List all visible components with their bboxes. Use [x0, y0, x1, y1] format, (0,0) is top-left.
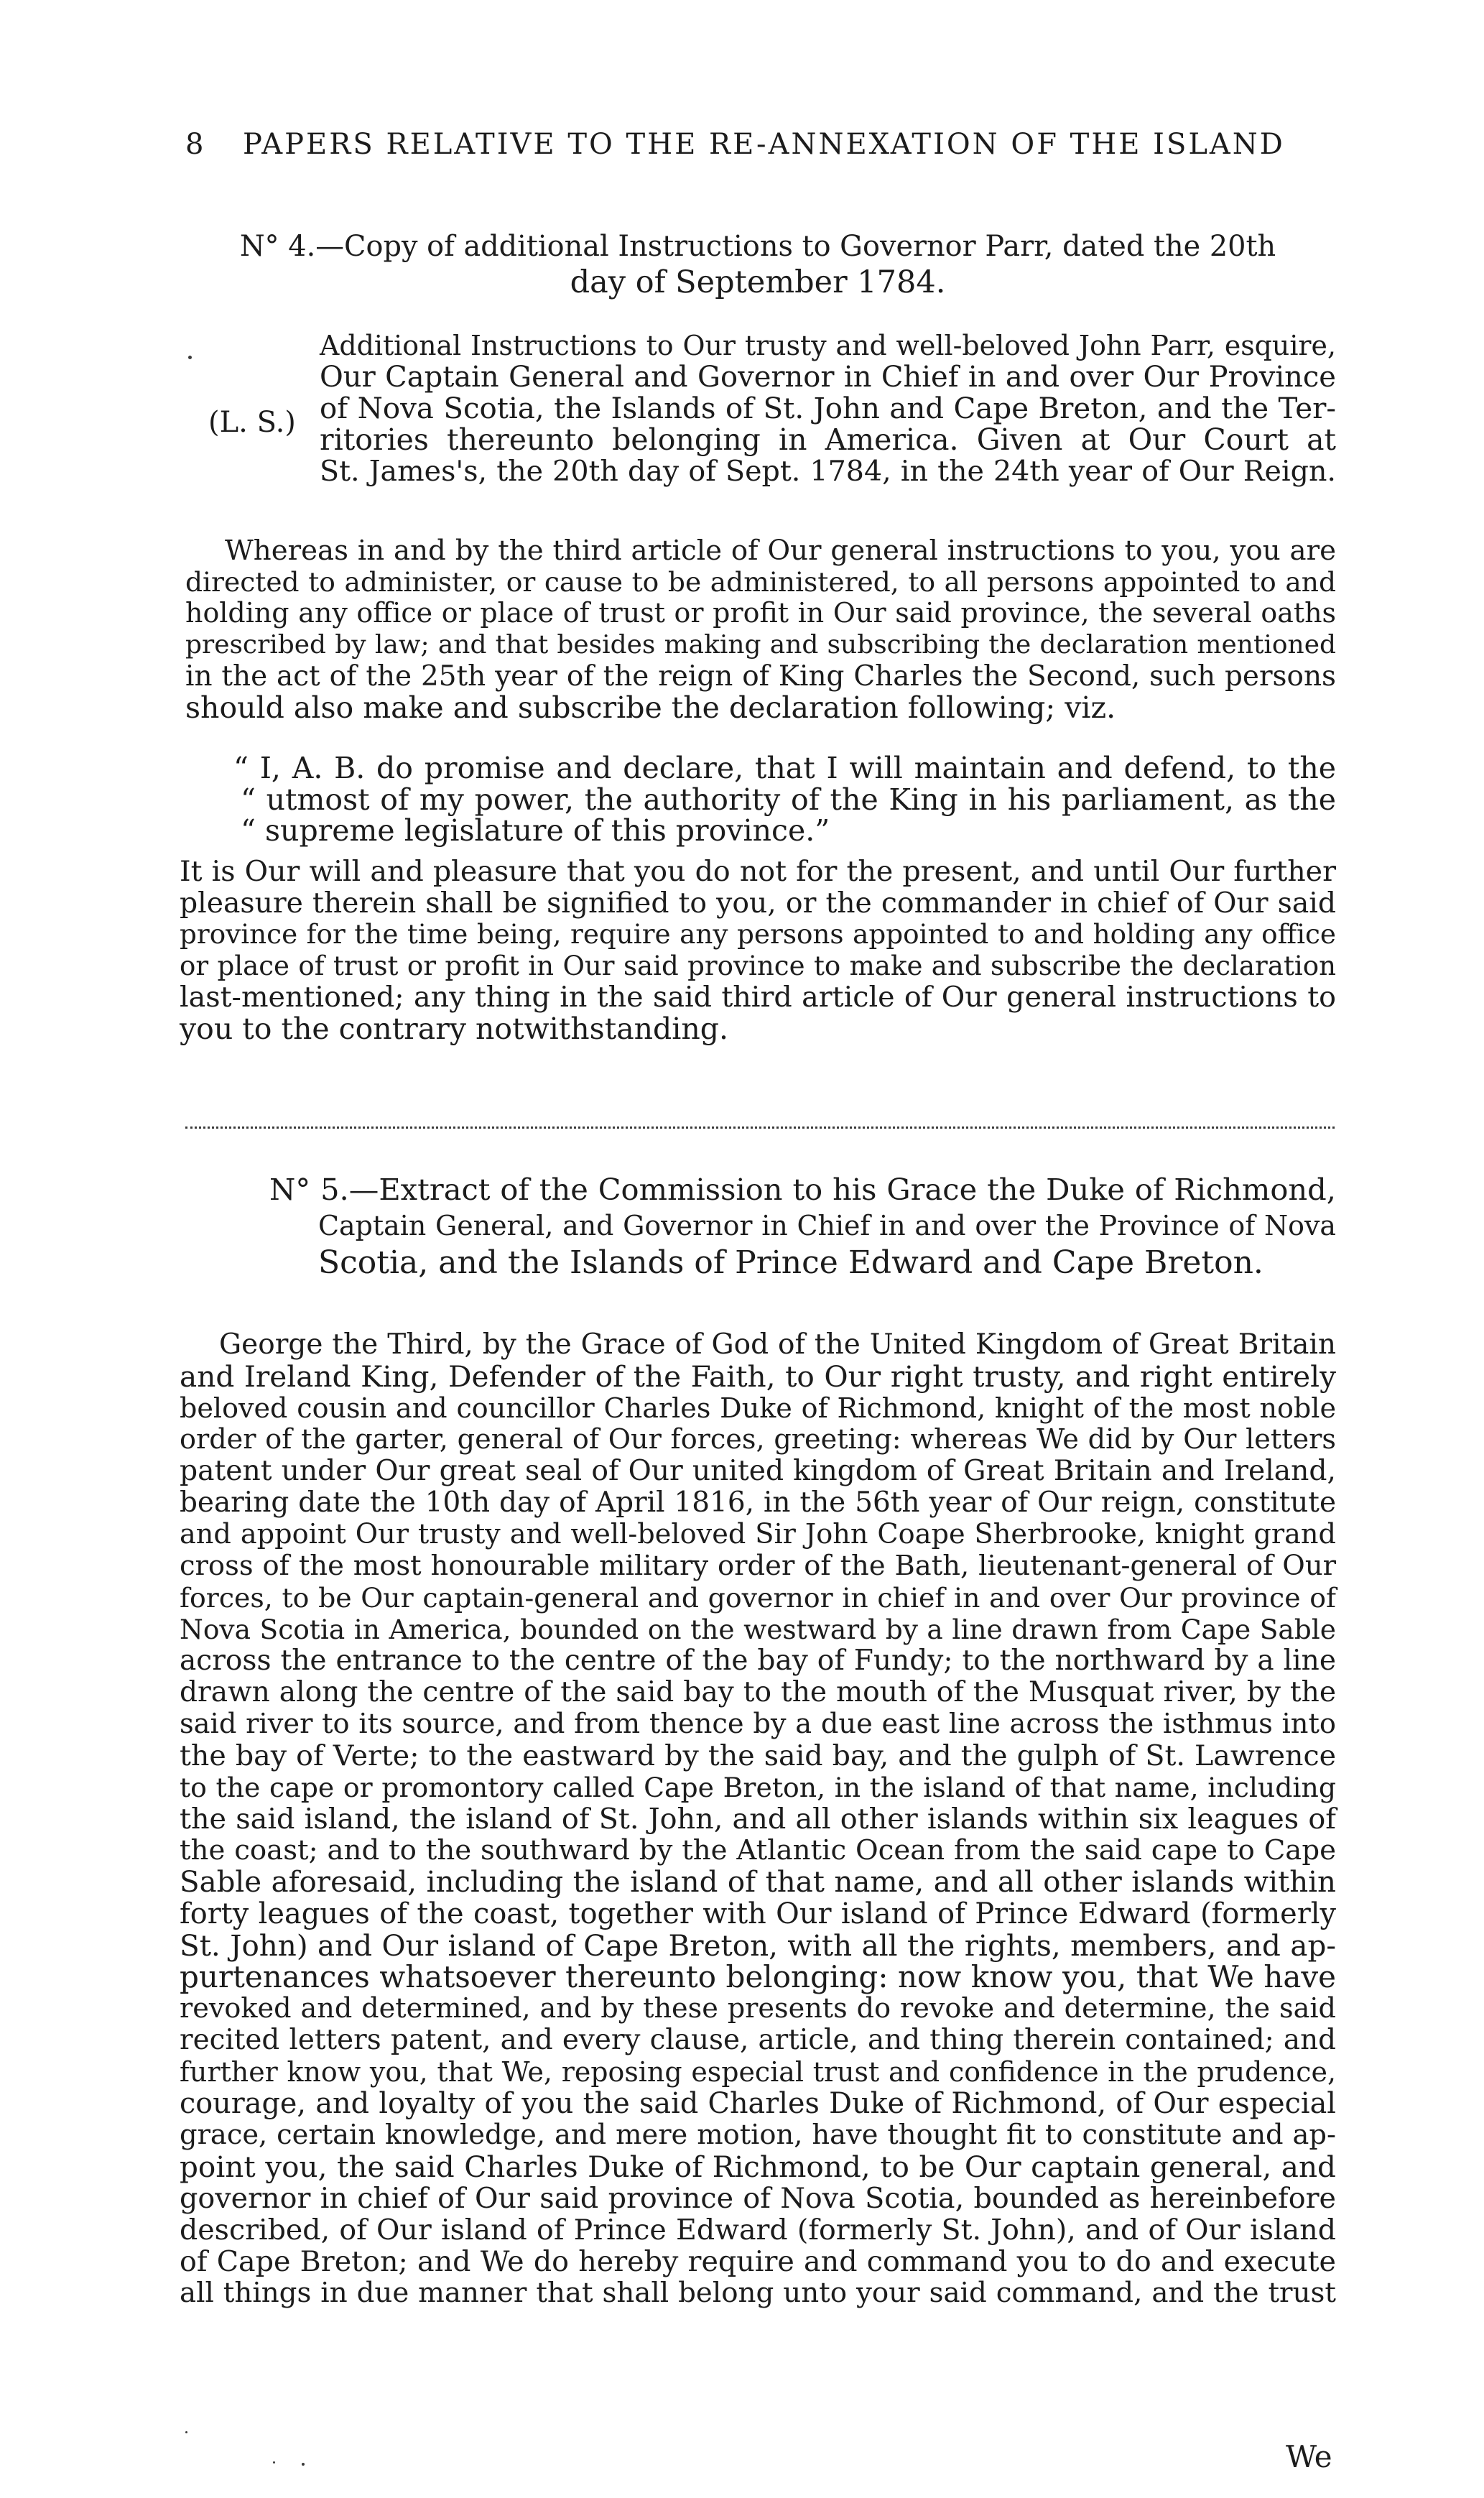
no4-quote-line: “ utmost of my power, the authority of the King in his parliament, as the	[241, 782, 1336, 817]
no5-body-line: and appoint Our trusty and well-beloved Sir John Coape Sherbrooke, knight grand	[180, 1519, 1336, 1550]
no5-body-line: Sable aforesaid, including the island of that name, and all other islands within	[180, 1865, 1336, 1899]
no4-will-line: It is Our will and pleasure that you do not for the present, and until Our further	[180, 855, 1336, 888]
ink-speck	[185, 2431, 187, 2433]
no5-body-line: the said island, the island of St. John, and all other islands within six leagues of	[180, 1803, 1336, 1836]
no4-will-line: or place of trust or profit in Our said province to make and subscribe the declaration	[180, 950, 1336, 982]
no4-will-line: province for the time being, require any persons appointed to and holding any office	[180, 918, 1336, 950]
page-number: 8	[185, 128, 206, 161]
no5-body-line: George the Third, by the Grace of God of the United Kingdom of Great Britain	[219, 1328, 1336, 1361]
no5-body-line: grace, certain knowledge, and mere motion, have thought fit to constitute and ap-	[180, 2119, 1336, 2151]
no5-title	[269, 1171, 1336, 1281]
no5-body-line: the bay of Verte; to the eastward by the said bay, and the gulph of St. Lawrence	[180, 1739, 1336, 1772]
no4-whereas-line: holding any office or place of trust or profit in Our said province, the several oaths	[185, 597, 1336, 629]
no4-title-line-1: N° 4.—Copy of additional Instructions to Governor Parr, dated the 20th	[239, 230, 1276, 263]
no5-body-line: purtenances whatsoever thereunto belonging: now know you, that We have	[180, 1959, 1336, 1994]
ink-speck	[302, 2463, 305, 2466]
no5-body-line: further know you, that We, reposing especial trust and confidence in the prudence,	[180, 2056, 1336, 2088]
no5-body-line: said river to its source, and from thence by a due east line across the isthmus into	[180, 1708, 1336, 1740]
no5-body-paragraph	[180, 1329, 1336, 2309]
no5-body-line: bearing date the 10th day of April 1816, in the 56th year of Our reign, constitute	[180, 1486, 1336, 1519]
no5-body-line: cross of the most honourable military order of the Bath, lieutenant-general of Our	[180, 1550, 1336, 1582]
no4-whereas-line: Whereas in and by the third article of Our general instructions to you, you are	[225, 535, 1336, 567]
no5-body-line: beloved cousin and councillor Charles Duke of Richmond, knight of the most noble	[180, 1392, 1336, 1424]
no4-title-line-2: day of September 1784.	[570, 264, 946, 300]
no5-body-line: the coast; and to the southward by the Atlantic Ocean from the said cape to Cape	[180, 1834, 1336, 1866]
no4-intro-line: Our Captain General and Governor in Chief in and over Our Province	[320, 360, 1336, 394]
no4-intro-line: ritories thereunto belonging in America. Given at Our Court at	[320, 422, 1336, 458]
no5-body-line: St. John) and Our island of Cape Breton, with all the rights, members, and ap-	[180, 1928, 1336, 1963]
no5-body-line: of Cape Breton; and We do hereby require and command you to do and execute	[180, 2245, 1336, 2278]
no5-title-line: N° 5.—Extract of the Commission to his Grace the Duke of Richmond,	[269, 1172, 1336, 1207]
no5-body-line: point you, the said Charles Duke of Richmond, to be Our captain general, and	[180, 2150, 1336, 2184]
no4-title	[237, 228, 1279, 300]
no4-quote-line: “ supreme legislature of this province.”	[241, 813, 830, 848]
catchword: We	[1286, 2439, 1332, 2474]
ink-speck	[273, 2461, 275, 2464]
no4-will-line: last-mentioned; any thing in the said third article of Our general instructions to	[180, 980, 1336, 1014]
no4-intro-line: Additional Instructions to Our trusty and well-beloved John Parr, esquire,	[320, 330, 1336, 361]
no5-body-line: across the entrance to the centre of the bay of Fundy; to the northward by a line	[180, 1644, 1336, 1677]
no5-body-line: described, of Our island of Prince Edward (formerly St. John), and of Our island	[180, 2213, 1336, 2247]
no5-body-line: revoked and determined, and by these presents do revoke and determine, the said	[180, 1993, 1336, 2025]
seal-mark: (L. S.)	[208, 406, 296, 439]
no4-whereas-line: should also make and subscribe the declaration following; viz.	[185, 690, 1116, 725]
no5-body-line: patent under Our great seal of Our united kingdom of Great Britain and Ireland,	[180, 1455, 1336, 1487]
no5-body-line: Nova Scotia in America, bounded on the westward by a line drawn from Cape Sable	[180, 1614, 1336, 1645]
no5-body-line: forty leagues of the coast, together with Our island of Prince Edward (formerly	[180, 1897, 1336, 1930]
no4-intro-line: St. James's, the 20th day of Sept. 1784, in the 24th year of Our Reign.	[320, 454, 1336, 488]
no4-whereas-line: directed to administer, or cause to be administered, to all persons appointed to and	[185, 565, 1336, 598]
no5-body-line: courage, and loyalty of you the said Charles Duke of Richmond, of Our especial	[180, 2087, 1336, 2120]
no4-quote-line: “ I, A. B. do promise and declare, that I will maintain and defend, to the	[233, 751, 1336, 785]
no4-whereas-line: in the act of the 25th year of the reign of King Charles the Second, such persons	[185, 660, 1336, 693]
no5-body-line: drawn along the centre of the said bay to the mouth of the Musquat river, by the	[180, 1676, 1336, 1708]
running-head-title: PAPERS RELATIVE TO THE RE-ANNEXATION OF THE ISLAND	[243, 128, 1285, 161]
no5-body-line: to the cape or promontory called Cape Breton, in the island of that name, including	[180, 1772, 1336, 1803]
no5-body-line: all things in due manner that shall belong unto your said command, and the trust	[180, 2277, 1336, 2309]
no4-intro-line: of Nova Scotia, the Islands of St. John and Cape Breton, and the Ter-	[320, 392, 1336, 426]
no5-body-line: order of the garter, general of Our forces, greeting: whereas We did by Our letters	[180, 1424, 1336, 1456]
no4-declaration-quote	[233, 753, 1336, 847]
no4-will-line: pleasure therein shall be signified to you, or the commander in chief of Our said	[180, 887, 1336, 920]
running-head	[185, 128, 1299, 171]
ink-speck	[188, 356, 192, 359]
no5-body-line: recited letters patent, and every clause, article, and thing therein contained; and	[180, 2024, 1336, 2056]
no4-whereas-paragraph	[185, 535, 1336, 723]
no4-will-line: you to the contrary notwithstanding.	[180, 1011, 729, 1046]
no5-title-line: Captain General, and Governor in Chief in and over the Province of Nova	[318, 1210, 1336, 1241]
no5-body-line: forces, to be Our captain-general and governor in chief in and over Our province of	[180, 1582, 1336, 1614]
section-divider	[185, 1127, 1335, 1129]
no5-body-line: and Ireland King, Defender of the Faith, to Our right trusty, and right entirely	[180, 1359, 1336, 1394]
no4-intro	[320, 330, 1336, 488]
no5-title-line: Scotia, and the Islands of Prince Edward and Cape Breton.	[318, 1244, 1263, 1281]
no4-will-paragraph	[180, 856, 1336, 1045]
no4-whereas-line: prescribed by law; and that besides making and subscribing the declaration mentioned	[185, 630, 1336, 660]
no5-body-line: governor in chief of Our said province of Nova Scotia, bounded as hereinbefore	[180, 2182, 1336, 2215]
